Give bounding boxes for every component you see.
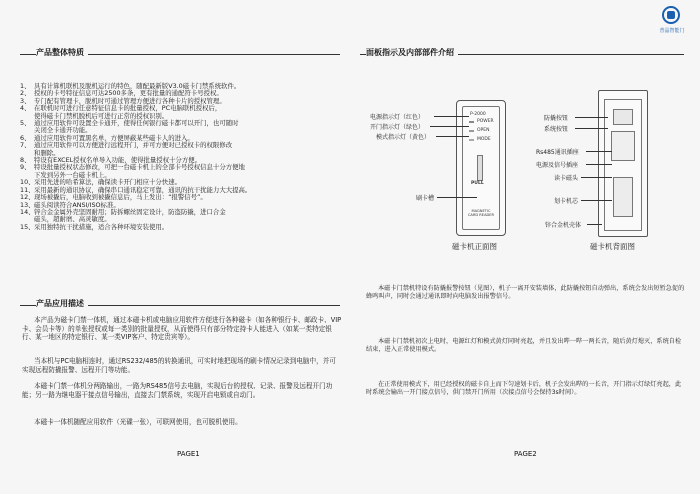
feature-text: 磁头，超耐磨、高灵敏度。	[34, 215, 111, 224]
feature-text: 锌合金金属外壳坚固耐用；防拆螺丝固定设计，防盗防撬，进口合金	[34, 207, 226, 216]
feature-text: 特设批量授权状态修改，可把一台磁卡机上的全部卡号授权信息十分方便地	[34, 163, 245, 172]
back-label-head: 读卡磁头	[554, 175, 579, 182]
usage-heading: 产品应用描述	[36, 299, 88, 309]
mode-led-text: MODE	[477, 137, 491, 142]
back-label-rs485: Rs485通讯插座	[536, 149, 579, 156]
features-list	[20, 83, 350, 231]
front-label-open: 开门指示灯（绿色）	[370, 124, 425, 131]
feature-text: 具有计算机联机及脱机运行的特色，随配最新版V3.0磁卡门禁系统软件。	[34, 82, 241, 90]
feature-number: 15、	[20, 222, 35, 231]
feature-text: 采用先进的哈希算法，确保读卡开门相应十分快速。	[34, 178, 181, 187]
feature-number: 12、	[20, 193, 35, 202]
feature-text: 通过应用软件可置黑名单，方便屏蔽某些磁卡人的进入。	[34, 133, 194, 142]
panel-paragraph-1: 本磁卡门禁机特设有防撬报警按钮（见图），机子一离开安装墙体，此防撬按钮自动弹出，系统会发出短暂急促的蜂鸣叫声，同时会通过通讯即时向电脑发出报警信号。	[366, 285, 685, 301]
feature-number: 8、	[20, 156, 31, 165]
feature-number: 2、	[20, 89, 31, 98]
usage-paragraph-1: 本产品为磁卡门禁一体机，通过本磁卡机或电脑应用软件方便进行各种磁卡（如各种银行卡、邮政卡、VIP卡、会员卡等）的单张授权或每一类别的批量授权，从而使得只有部分特定持卡人能进入（如某一类特定银行、某一地区的特定银行、某一类VIP客户、特定贵宾等）。	[22, 316, 342, 342]
feature-text: 专门配有管理卡，脱机时可通过管理方便进行各种卡片的授权管理。	[34, 96, 226, 105]
open-led	[469, 130, 474, 132]
back-label-power-signal: 电源及信号插座	[536, 162, 579, 169]
feature-number: 3、	[20, 96, 31, 105]
front-view-caption: 磁卡机正面图	[452, 242, 497, 251]
back-label-housing: 锌合金机壳体	[545, 222, 582, 229]
front-label-mode: 模式指示灯（黄色）	[376, 134, 431, 141]
card-mechanism	[613, 177, 633, 217]
back-view-caption: 磁卡机背面图	[590, 242, 635, 251]
brand-logo	[650, 6, 694, 40]
feature-number: 14、	[20, 207, 35, 216]
usage-paragraph-3: 本磁卡门禁一体机分两路输出，一路为RS485信号去电脑，实现后台的授权、记录、报警及远程开门功能；另一路为继电器干接点信号输出，直接去门禁系统，实现开启电锁或自动门。	[22, 382, 333, 399]
brand-logo-icon	[662, 6, 680, 24]
feature-text: 通过应用软件可以方便进行远程开门，并可方便对已授权卡的权限修改	[34, 141, 233, 150]
feature-text: 和删除。	[34, 148, 60, 157]
card-slot-text: PULL	[471, 181, 484, 186]
feature-number: 7、	[20, 141, 31, 150]
power-led	[469, 121, 474, 123]
front-view-device: P-2000 POWER OPEN MODE PULL MAGNETIC CARD READER	[456, 100, 506, 236]
card-slot	[477, 155, 483, 181]
open-led-text: OPEN	[477, 128, 490, 133]
connector-block	[611, 131, 635, 161]
panel-paragraph-3: 在正常使用模式下，用已经授权的磁卡自上而下匀速划卡后，机子会发出哔的一长音，开门指示灯绿灯亮起，此时系统会输出一开门接点信号，供门禁开门所用（次接点信号会保持3s时间）。	[366, 381, 682, 397]
brand-logo-text: 普晶智能门	[659, 28, 685, 34]
feature-text: 采用独特抗干扰措施，适合各种环境安装使用。	[34, 222, 169, 231]
power-led-text: POWER	[477, 119, 494, 124]
feature-text: 现场被撬后，电脑收到被撬信息后，马上发出：“报警信号”。	[34, 193, 207, 202]
usage-paragraph-4: 本磁卡一体机随配应用软件（光碟一张），可联网使用，也可脱机使用。	[34, 418, 242, 426]
feature-number: 1、	[20, 82, 31, 90]
feature-text: 特设有EXCEL授权名单导入功能，使得批量授权十分方便。	[34, 156, 201, 165]
usage-paragraph-2: 当本机与PC电脑相连时，通过RS232/485的转换通讯，可实时地把现场的刷卡情况记录到电脑中，并可实现远程防撬报警、远程开门等功能。	[22, 357, 336, 374]
feature-text: 使得磁卡门禁机脱机后可进行正常的授权识别。	[34, 111, 169, 120]
feature-text: 在联机时可进行任意特征信息卡的批量授权，PC电脑联机授权后，	[34, 104, 222, 113]
feature-number: 13、	[20, 200, 35, 209]
front-label-slot: 刷卡槽	[416, 195, 435, 202]
mode-led	[469, 139, 474, 141]
page2-number: PAGE2	[514, 450, 537, 458]
features-heading: 产品整体特质	[36, 48, 88, 58]
back-label-tamper: 防撬按钮	[544, 115, 569, 122]
feature-text: 授权的卡号特征信息可达2500多条，更有批量的通配符卡号授权。	[34, 89, 223, 98]
device-model-text: MAGNETIC CARD READER	[467, 209, 495, 217]
page1-number: PAGE1	[177, 450, 200, 458]
feature-item	[20, 224, 350, 231]
tamper-button-block	[613, 109, 633, 125]
feature-text: 采用最新的通讯协议，确保串口通讯稳定可靠，通讯的抗干扰能力大大提高。	[34, 185, 252, 194]
front-label-power: 电源指示灯（红色）	[370, 114, 425, 121]
feature-text: 关闭全卡通开功能。	[34, 126, 92, 135]
panel-heading: 面板指示及内部部件介绍	[366, 48, 458, 58]
feature-number: 4、	[20, 104, 31, 113]
feature-text: 下发到另外一台磁卡机上。	[34, 170, 111, 179]
feature-number: 5、	[20, 119, 31, 128]
feature-number: 11、	[20, 185, 35, 194]
back-label-mechanism: 划卡机芯	[554, 198, 579, 205]
feature-number: 6、	[20, 133, 31, 142]
feature-number: 9、	[20, 163, 31, 172]
feature-number: 10、	[20, 178, 35, 187]
back-label-system: 系统按钮	[544, 126, 569, 133]
feature-text: 通过应用软件可设置全卡通开，使得任何银行磁卡都可以开门，也可随时	[34, 119, 239, 128]
panel-paragraph-2: 本磁卡门禁机初次上电时，电源红灯和模式黄灯同时亮起，并且发出哔一哔一两长音，随后黄灯熄灭，系统自检结束，进入正常使用模式。	[366, 338, 682, 354]
feature-item	[20, 142, 350, 149]
feature-text: 磁头阅读符合ANSI/ISO标准。	[34, 200, 120, 209]
